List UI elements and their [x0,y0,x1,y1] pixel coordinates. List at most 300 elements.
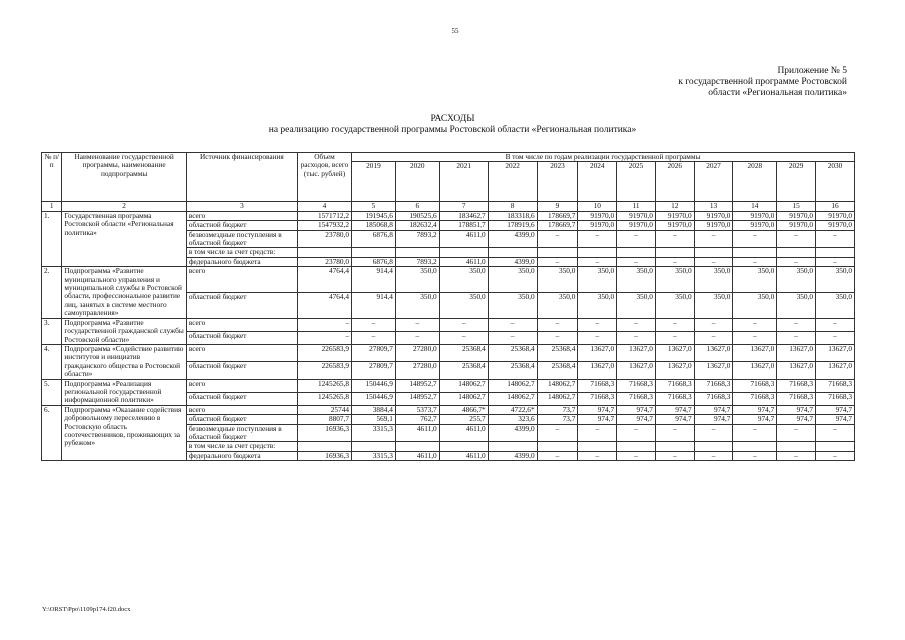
column-number: 7 [439,202,488,211]
year-amount: – [395,318,439,331]
year-amount: 323,6 [488,415,537,424]
document-title [0,114,905,136]
program-name: Подпрограмма «Развитие государственной гражданской службы Ростовской области» [62,318,186,344]
funding-source: областной бюджет [186,362,297,379]
year-amount: – [733,331,777,344]
year-amount: 183462,7 [439,211,488,220]
year-amount: 974,7 [578,415,617,424]
header-num: № п/п [42,153,62,202]
year-amount [439,442,488,451]
year-amount: 148062,7 [537,392,578,405]
year-amount: – [578,451,617,460]
column-number: 10 [578,202,617,211]
funding-source: в том числе за счет средств: [186,248,297,257]
year-amount: – [777,451,816,460]
year-amount: 71668,3 [777,379,816,392]
year-amount: 71668,3 [694,392,733,405]
year-amount [488,442,537,451]
year-amount: 91970,0 [578,221,617,230]
year-amount: – [537,424,578,442]
year-amount: – [537,331,578,344]
year-amount: – [488,318,537,331]
funding-source: областной бюджет [186,415,297,424]
year-amount: – [352,318,396,331]
year-amount [777,248,816,257]
year-amount: – [815,318,854,331]
year-amount: 350,0 [694,292,733,318]
column-number: 9 [537,202,578,211]
header-year: 2020 [395,162,439,202]
year-amount: 3315,3 [352,451,396,460]
year-amount: 3884,4 [352,405,396,414]
year-amount: – [578,257,617,266]
header-year: 2028 [733,162,777,202]
total-amount: 25744 [297,405,351,414]
year-amount: 350,0 [617,292,656,318]
year-amount: 91970,0 [815,211,854,220]
year-amount: 91970,0 [617,221,656,230]
table-row [42,405,855,414]
year-amount: 5373,7 [395,405,439,414]
year-amount: 974,7 [617,415,656,424]
year-amount: 350,0 [578,267,617,293]
year-amount: 27809,7 [352,344,396,361]
row-number: 6. [42,405,62,460]
year-amount: 25368,4 [537,362,578,379]
year-amount [655,442,694,451]
year-amount: – [815,230,854,248]
funding-source: всего [186,405,297,414]
year-amount [578,442,617,451]
year-amount: 178851,7 [439,221,488,230]
year-amount: – [439,331,488,344]
header-year: 2026 [655,162,694,202]
year-amount [733,442,777,451]
year-amount: 350,0 [488,267,537,293]
year-amount: – [537,230,578,248]
funding-source: всего [186,379,297,392]
year-amount: 350,0 [815,292,854,318]
year-amount: 350,0 [395,292,439,318]
column-number: 15 [777,202,816,211]
year-amount: 4611,0 [439,424,488,442]
year-amount [537,248,578,257]
year-amount: 71668,3 [815,392,854,405]
program-name: Подпрограмма «Оказание содействия добровольному переселению в Ростовскую область соотечественников, проживающих за рубежом» [62,405,186,460]
row-number: 2. [42,267,62,318]
header-year: 2019 [352,162,396,202]
year-amount: 73,7 [537,405,578,414]
year-amount: – [617,257,656,266]
year-amount [617,442,656,451]
funding-source: областной бюджет [186,292,297,318]
year-amount: 71668,3 [617,392,656,405]
funding-source: федерального бюджета [186,451,297,460]
column-number: 4 [297,202,351,211]
year-amount: 148062,7 [439,379,488,392]
year-amount [694,442,733,451]
year-amount: 91970,0 [777,211,816,220]
year-amount: 4866,7* [439,405,488,414]
program-name: Подпрограмма «Развитие муниципального управления и муниципальной службы в Ростовской области, профессиональное развитие лиц, занятых в системе местного самоуправления» [62,267,186,318]
header-name: Наименование государственной программы, наименование подпрограммы [62,153,186,202]
year-amount: 350,0 [694,267,733,293]
year-amount: 13627,0 [578,362,617,379]
year-amount: 350,0 [578,292,617,318]
year-amount [537,442,578,451]
year-amount [395,442,439,451]
header-year: 2022 [488,162,537,202]
year-amount: 974,7 [815,415,854,424]
total-amount: 4764,4 [297,292,351,318]
year-amount: 4399,0 [488,257,537,266]
year-amount [352,248,396,257]
year-amount: – [537,257,578,266]
header-year: 2029 [777,162,816,202]
title-line: на реализацию государственной программы Ростовской области «Региональная политика» [268,125,637,135]
year-amount [815,442,854,451]
year-amount: 350,0 [395,267,439,293]
appendix-heading [547,66,847,99]
total-amount: 1245265,8 [297,392,351,405]
year-amount: – [777,318,816,331]
year-amount: 350,0 [537,267,578,293]
total-amount: 226583,9 [297,344,351,361]
column-number: 13 [694,202,733,211]
year-amount: 178669,7 [537,221,578,230]
header-year: 2030 [815,162,854,202]
total-amount [297,442,351,451]
year-amount [617,248,656,257]
year-amount [395,248,439,257]
column-number: 3 [186,202,297,211]
year-amount [439,248,488,257]
year-amount: – [694,230,733,248]
year-amount: 191945,6 [352,211,396,220]
year-amount: 974,7 [694,415,733,424]
year-amount: – [777,424,816,442]
year-amount: – [815,451,854,460]
year-amount: – [537,451,578,460]
year-amount: 91970,0 [733,221,777,230]
year-amount: – [655,318,694,331]
year-amount: – [777,331,816,344]
total-amount: 1547932,2 [297,221,351,230]
year-amount: 4399,0 [488,451,537,460]
total-amount: 226583,9 [297,362,351,379]
header-year: 2027 [694,162,733,202]
appendix-line: области «Региональная политика» [708,88,847,98]
row-number: 4. [42,344,62,379]
table-row [42,318,855,331]
row-number: 1. [42,211,62,266]
year-amount: – [578,230,617,248]
total-amount: 16936,3 [297,424,351,442]
year-amount: – [439,318,488,331]
funding-source: всего [186,211,297,220]
year-amount: – [777,230,816,248]
table-row [42,267,855,293]
year-amount: – [694,257,733,266]
year-amount: 71668,3 [733,379,777,392]
year-amount: 4611,0 [439,257,488,266]
year-amount: 150446,9 [352,379,396,392]
year-amount: – [655,230,694,248]
year-amount: – [655,451,694,460]
year-amount: 350,0 [655,292,694,318]
total-amount: 8807,7 [297,415,351,424]
year-amount: 350,0 [537,292,578,318]
year-amount: 185068,8 [352,221,396,230]
year-amount: 4611,0 [395,451,439,460]
year-amount: 13627,0 [815,362,854,379]
year-amount: – [617,230,656,248]
row-number: 3. [42,318,62,344]
column-number: 16 [815,202,854,211]
year-amount: 974,7 [694,405,733,414]
total-amount [297,248,351,257]
year-amount: 91970,0 [694,221,733,230]
year-amount: 914,4 [352,292,396,318]
header-year: 2023 [537,162,578,202]
funding-source: безвозмездные поступления в областной бюджет [186,230,297,248]
year-amount: 150446,9 [352,392,396,405]
year-amount: – [395,331,439,344]
funding-source: всего [186,344,297,361]
year-amount: 148062,7 [488,379,537,392]
appendix-line: к государственной программе Ростовской [678,77,847,87]
year-amount: 13627,0 [815,344,854,361]
year-amount: 27280,0 [395,362,439,379]
year-amount: 974,7 [777,415,816,424]
year-amount [488,248,537,257]
year-amount: 7893,2 [395,257,439,266]
table-row [42,344,855,361]
year-amount: – [815,257,854,266]
year-amount: 27280,0 [395,344,439,361]
year-amount: – [537,318,578,331]
year-amount: 974,7 [815,405,854,414]
year-amount: 71668,3 [617,379,656,392]
total-amount: 16936,3 [297,451,351,460]
year-amount: 91970,0 [655,221,694,230]
page-number: 55 [451,27,459,35]
column-number: 12 [655,202,694,211]
funding-source: в том числе за счет средств: [186,442,297,451]
header-total: Объем расходов, всего (тыс. рублей) [297,153,351,202]
year-amount: 13627,0 [617,344,656,361]
table-row [42,211,855,220]
program-name: Подпрограмма «Содействие развитию институтов и инициатив гражданского общества в Ростовской области» [62,344,186,379]
year-amount: 91970,0 [578,211,617,220]
funding-source: безвозмездные поступления в областной бюджет [186,424,297,442]
year-amount: 974,7 [617,405,656,414]
year-amount: – [617,331,656,344]
year-amount: 350,0 [439,292,488,318]
year-amount: 255,7 [439,415,488,424]
row-number: 5. [42,379,62,405]
year-amount: – [815,331,854,344]
year-amount: – [617,451,656,460]
year-amount: – [733,318,777,331]
year-amount: – [655,257,694,266]
header-source: Источник финансирования [186,153,297,202]
year-amount: 974,7 [777,405,816,414]
year-amount: 974,7 [578,405,617,414]
year-amount: – [578,318,617,331]
year-amount: 71668,3 [815,379,854,392]
table-row [42,379,855,392]
year-amount: 91970,0 [617,211,656,220]
year-amount: – [815,424,854,442]
year-amount: 4611,0 [439,451,488,460]
year-amount: 148952,7 [395,379,439,392]
year-amount: 13627,0 [733,344,777,361]
year-amount: 6876,8 [352,257,396,266]
year-amount: 350,0 [777,267,816,293]
year-amount: 974,7 [655,415,694,424]
year-amount: 25368,4 [488,362,537,379]
year-amount: 4399,0 [488,424,537,442]
year-amount: 71668,3 [777,392,816,405]
year-amount: 13627,0 [617,362,656,379]
year-amount: 350,0 [733,267,777,293]
year-amount: 91970,0 [815,221,854,230]
year-amount: – [578,331,617,344]
year-amount: 350,0 [655,267,694,293]
funding-source: областной бюджет [186,392,297,405]
year-amount: 73,7 [537,415,578,424]
year-amount: – [694,451,733,460]
year-amount [352,442,396,451]
header-by-years: В том числе по годам реализации государственной программы [352,153,855,162]
year-amount: 3315,3 [352,424,396,442]
funding-source: областной бюджет [186,221,297,230]
year-amount: – [617,318,656,331]
year-amount: 350,0 [815,267,854,293]
year-amount: – [733,451,777,460]
year-amount: 4611,0 [439,230,488,248]
total-amount: 1245265,8 [297,379,351,392]
year-amount: 13627,0 [694,362,733,379]
year-amount: 178919,6 [488,221,537,230]
year-amount: – [617,424,656,442]
year-amount: 91970,0 [694,211,733,220]
year-amount: 13627,0 [578,344,617,361]
year-amount: 183318,6 [488,211,537,220]
year-amount: 25368,4 [439,344,488,361]
year-amount: 91970,0 [733,211,777,220]
year-amount: 350,0 [733,292,777,318]
header-year: 2024 [578,162,617,202]
year-amount: – [488,331,537,344]
year-amount: 974,7 [733,405,777,414]
funding-source: федерального бюджета [186,257,297,266]
year-amount [694,248,733,257]
year-amount: – [655,331,694,344]
appendix-line: Приложение № 5 [777,66,847,76]
total-amount: – [297,318,351,331]
year-amount [777,442,816,451]
header-year: 2021 [439,162,488,202]
year-amount: 182632,4 [395,221,439,230]
year-amount: 71668,3 [694,379,733,392]
title-line: РАСХОДЫ [430,114,475,124]
funding-source: областной бюджет [186,331,297,344]
year-amount: – [777,257,816,266]
year-amount [733,248,777,257]
year-amount: 91970,0 [777,221,816,230]
year-amount: 13627,0 [777,362,816,379]
file-path-footer: Y:\ORST\Ppo\1109p174.f20.docx [42,606,131,613]
year-amount: 762,7 [395,415,439,424]
year-amount: 91970,0 [655,211,694,220]
expenses-table [41,152,855,461]
column-number: 5 [352,202,396,211]
year-amount: – [694,424,733,442]
year-amount: 350,0 [439,267,488,293]
year-amount: 148062,7 [537,379,578,392]
year-amount: 25368,4 [488,344,537,361]
year-amount: – [694,318,733,331]
column-number: 14 [733,202,777,211]
header-year: 2025 [617,162,656,202]
year-amount: 190525,6 [395,211,439,220]
total-amount: 1571712,2 [297,211,351,220]
total-amount: – [297,331,351,344]
year-amount: 148062,7 [488,392,537,405]
year-amount: 71668,3 [655,379,694,392]
year-amount: 974,7 [733,415,777,424]
year-amount: 350,0 [488,292,537,318]
year-amount [578,248,617,257]
column-number: 8 [488,202,537,211]
year-amount: 71668,3 [578,379,617,392]
year-amount: 6876,8 [352,230,396,248]
year-amount: 569,1 [352,415,396,424]
year-amount: 178669,7 [537,211,578,220]
year-amount: 974,7 [655,405,694,414]
year-amount: – [733,424,777,442]
column-number: 1 [42,202,62,211]
year-amount [815,248,854,257]
year-amount: 4611,0 [395,424,439,442]
year-amount: 350,0 [777,292,816,318]
year-amount: – [733,257,777,266]
year-amount: 13627,0 [655,362,694,379]
year-amount: 350,0 [617,267,656,293]
year-amount: 914,4 [352,267,396,293]
program-name: Подпрограмма «Реализация региональной государственной информационной политики» [62,379,186,405]
year-amount: – [733,230,777,248]
year-amount: 71668,3 [578,392,617,405]
year-amount: 71668,3 [733,392,777,405]
year-amount: – [655,424,694,442]
year-amount: 4399,0 [488,230,537,248]
year-amount: 25368,4 [439,362,488,379]
column-number: 2 [62,202,186,211]
year-amount: 27809,7 [352,362,396,379]
year-amount: 13627,0 [655,344,694,361]
year-amount: – [694,331,733,344]
year-amount: 13627,0 [777,344,816,361]
column-number: 6 [395,202,439,211]
year-amount [655,248,694,257]
total-amount: 23780,0 [297,230,351,248]
program-name: Государственная программа Ростовской области «Региональная политика» [62,211,186,266]
year-amount: 13627,0 [694,344,733,361]
year-amount: 4722,6* [488,405,537,414]
